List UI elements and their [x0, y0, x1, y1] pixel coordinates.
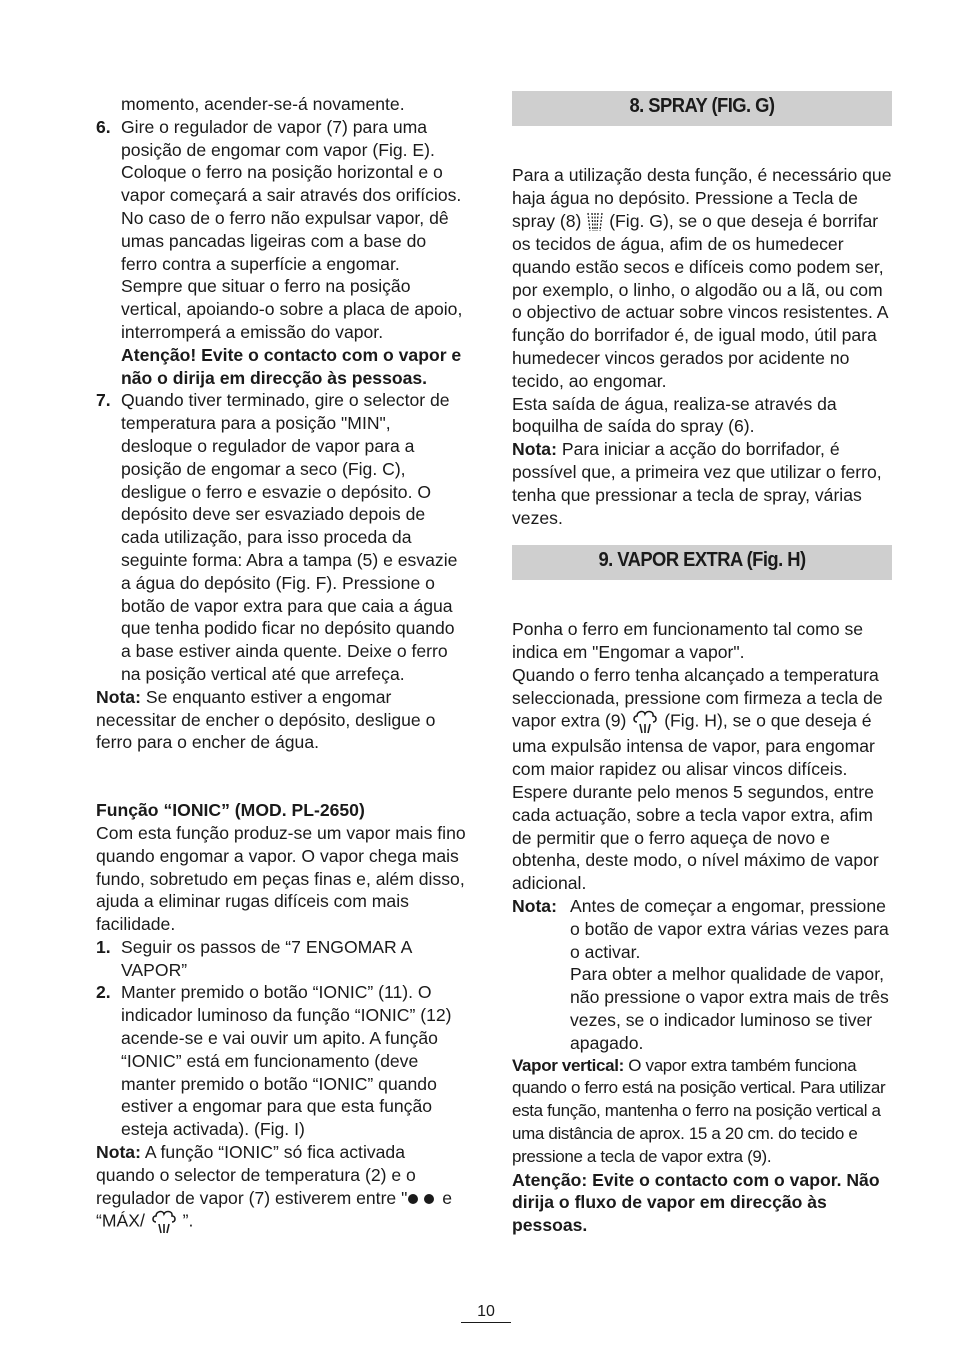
right-column — [512, 91, 892, 1237]
extra-steam-paragraph — [512, 664, 892, 895]
ionic-step-1-number: 1. — [96, 936, 111, 957]
section-9-title: 9. VAPOR EXTRA (Fig. H) — [598, 549, 806, 572]
ionic-note — [96, 1141, 466, 1235]
step-7-text: Quando tiver terminado, gire o selector de temperatura para a posição "MIN", desloque o regulador de vapor para a posição de engomar a seco (Fig. C), desligue o ferro e esvazie o depósito. O depósito deve ser esvaziado depois de cada utilização, para isso proceda da seguinte forma: Abra a tampa (5) e esvazie a água do depósito (Fig. F). Pressione o botão de vapor extra para que caia a água que tenha podido ficar no depósito quando a base estiver ainda quente. Deixe o ferro na posição vertical até que arrefeça. — [121, 390, 458, 684]
extra-steam-text-b: (Fig. H), se o que deseja é uma expulsão intensa de vapor, para engomar com maior rapidez ou alisar vincos difíceis. Espere durante pelo menos 5 segundos, entre cada actuação, sobre a tecla vapor extra, afim de permitir que o ferro aqueça de novo e obtenha, deste modo, o nível máximo de vapor adicional. — [512, 711, 879, 894]
final-warning: Atenção: Evite o contacto com o vapor. Não dirija o fluxo de vapor em direcção às pessoas. — [512, 1169, 880, 1236]
step-6-number: 6. — [96, 116, 111, 137]
step-6-warning: Atenção! Evite o contacto com o vapor e não o dirija em direcção às pessoas. — [121, 344, 462, 388]
extra-steam-note-b: Para obter a melhor qualidade de vapor, não pressione o vapor extra mais de três vezes, se o indicador luminoso se tiver apagado. — [570, 964, 889, 1053]
step-7-number: 7. — [96, 390, 111, 411]
ionic-intro: Com esta função produz-se um vapor mais fino quando engomar a vapor. O vapor chega mais fundo, sobretudo em peças finas e, além disso, ajuda a eliminar rugas difíceis com mais facilidade. — [96, 822, 466, 935]
ionic-note-label: Nota: — [96, 1142, 141, 1163]
step-6 — [96, 116, 466, 390]
extra-steam-note-a: Antes de começar a engomar, pressione o botão de vapor extra várias vezes para o activar. — [570, 896, 889, 962]
vertical-steam-label: Vapor vertical: — [512, 1055, 624, 1075]
ionic-heading: Função “IONIC” (MOD. PL-2650) — [96, 800, 365, 821]
section-9-header — [512, 545, 892, 582]
two-dots-icon — [407, 1193, 437, 1205]
extra-steam-text-a: Quando o ferro tenha alcançado a temperatura seleccionada, pressione com firmeza a tecla de vapor extra (9) — [512, 664, 883, 732]
ionic-note-text-c: ”. — [182, 1211, 194, 1232]
page-number: 10 — [461, 1302, 511, 1323]
spray-paragraph — [512, 164, 892, 393]
ionic-step-2-number: 2. — [96, 982, 111, 1003]
extra-steam-note — [512, 895, 892, 1055]
step-7 — [96, 389, 466, 685]
ionic-step-2-text: Manter premido o botão “IONIC” (11). O indicador luminoso da função “IONIC” (12) acende-se e vai ouvir um apito. A função “IONIC” está em funcionamento (deve manter premido o botão “IONIC” quando estiver a engomar para que esta função esteja activada). (Fig. I) — [121, 982, 452, 1140]
ionic-note-text-b: e “MÁX/ — [96, 1187, 453, 1232]
steam-icon — [150, 1209, 178, 1235]
spray-note-text: Para iniciar a acção do borrifador, é possível que, a primeira vez que utilizar o ferro, tenha que pressionar a tecla de spray, várias vezes. — [512, 439, 882, 528]
spray-outlet-text: Esta saída de água, realiza-se através da boquilha de saída do spray (6). — [512, 393, 837, 437]
spray-note — [512, 438, 892, 529]
step-6-text: Gire o regulador de vapor (7) para uma posição de engomar com vapor (Fig. E). Coloque o ferro na posição horizontal e o vapor começará a sair através dos orifícios. No caso de o ferro não expulsar vapor, dê umas pancadas ligeiras com a base do ferro contra a superfície a engomar. Sempre que situar o ferro na posição vertical, apoiando-o sobre a placa de apoio, interromperá a emissão do vapor. — [121, 116, 463, 342]
ionic-step-2 — [96, 981, 466, 1141]
spray-note-label: Nota: — [512, 439, 557, 460]
spray-text-b: (Fig. G), se o que deseja é borrifar os tecidos de água, afim de os humedecer quando estão secos e difíceis como podem ser, por exemplo, o linho, o algodão ou a lã, ou com o objectivo de actuar sobre vincos resistentes. A função do borrifador é, de igual modo, útil para humedecer vincos gerados por acidente no tecido, ao engomar. — [512, 210, 888, 391]
ionic-note-text-a: A função “IONIC” só fica activada quando o selector de temperatura (2) e o regulador de vapor (7) estiverem entre " — [96, 1142, 416, 1208]
section-8-header — [512, 91, 892, 128]
note-text: Se enquanto estiver a engomar necessitar de encher o depósito, desligue o ferro para o encher de água. — [96, 686, 436, 753]
ionic-step-1 — [96, 936, 466, 982]
extra-steam-intro: Ponha o ferro em funcionamento tal como se indica em "Engomar a vapor". — [512, 619, 864, 663]
spray-icon — [586, 211, 604, 233]
ionic-step-1-text: Seguir os passos de “7 ENGOMAR A VAPOR” — [121, 936, 412, 980]
left-column — [96, 93, 466, 1235]
extra-steam-note-label: Nota: — [512, 896, 557, 917]
continued-text: momento, acender-se-á novamente. — [121, 94, 405, 114]
note-refill — [96, 686, 466, 754]
note-label: Nota: — [96, 686, 141, 707]
steam-burst-icon — [631, 709, 659, 735]
vertical-steam — [512, 1055, 892, 1169]
spray-text-a: Para a utilização desta função, é necessário que haja água no depósito. Pressione a Tecla de spray (8) — [512, 165, 892, 231]
section-8-title: 8. SPRAY (FIG. G) — [629, 95, 775, 117]
vertical-steam-text: O vapor extra também funciona quando o ferro está na posição vertical. Para utilizar esta função, mantenha o ferro na posição vertical a uma distância de aprox. 15 a 20 cm. do tecido e pressione a tecla de vapor extra (9). — [512, 1055, 886, 1166]
